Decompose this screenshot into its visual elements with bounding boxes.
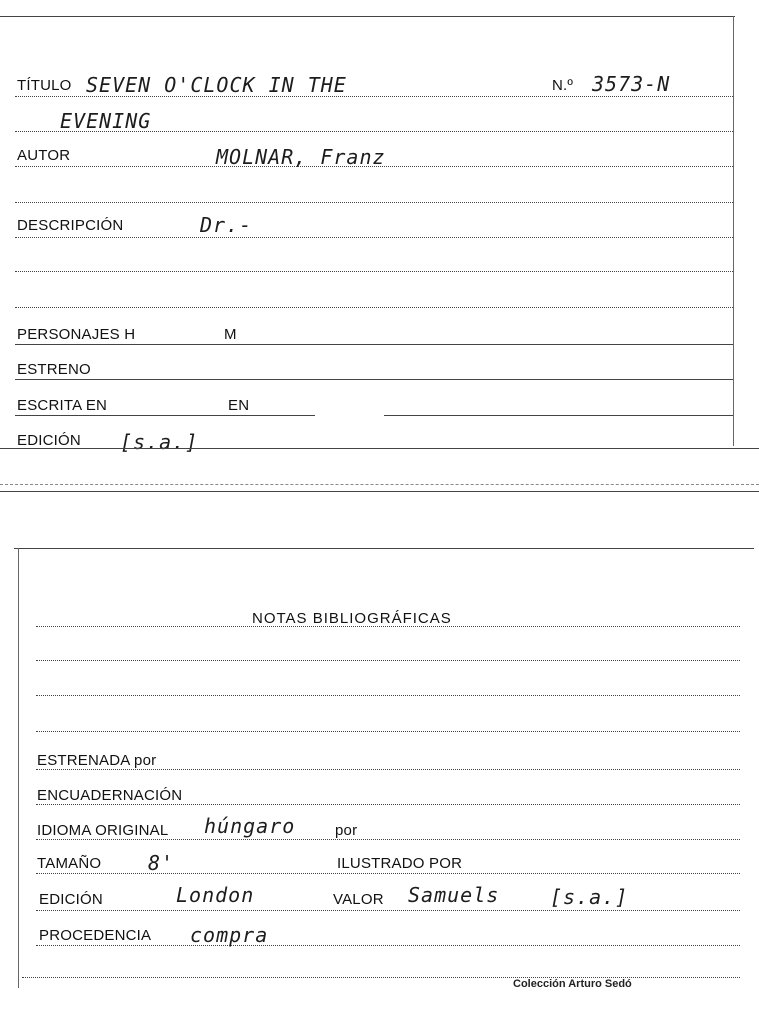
encuadernacion-label: ENCUADERNACIÓN	[37, 787, 183, 804]
numero-label: N.º	[552, 77, 574, 94]
catalog-card-bottom	[0, 540, 759, 1028]
descripcion-rule-3	[15, 307, 733, 308]
descripcion-value: Dr.-	[200, 213, 253, 237]
collection-footer: Colección Arturo Sedó	[513, 978, 632, 990]
idioma-rule	[36, 839, 740, 840]
edicion-rule-2	[36, 910, 740, 911]
titulo-rule	[15, 96, 733, 97]
catalog-card-top	[0, 0, 759, 500]
notas-rule-4	[36, 731, 740, 732]
numero-value: 3573-N	[592, 72, 671, 96]
procedencia-rule	[36, 945, 740, 946]
idioma-por-label: por	[335, 822, 358, 839]
escrita-label: ESCRITA EN	[17, 397, 108, 414]
idioma-label: IDIOMA ORIGINAL	[37, 822, 169, 839]
estrenada-label: ESTRENADA por	[37, 752, 157, 769]
descripcion-rule	[15, 237, 733, 238]
descripcion-label: DESCRIPCIÓN	[17, 217, 124, 234]
ilustrado-label: ILUSTRADO POR	[337, 855, 463, 872]
titulo-value-line2: EVENING	[60, 109, 152, 133]
encuadernacion-rule	[36, 804, 740, 805]
blank-rule	[15, 202, 733, 203]
notas-heading: NOTAS BIBLIOGRÁFICAS	[252, 610, 452, 627]
escrita-rule	[15, 415, 315, 416]
tamano-label: TAMAÑO	[37, 855, 102, 872]
edicion-label: EDICIÓN	[17, 432, 81, 449]
autor-label: AUTOR	[17, 147, 71, 164]
titulo-value-line1: SEVEN O'CLOCK IN THE	[86, 73, 347, 97]
estrenada-rule	[36, 769, 740, 770]
titulo-rule-2	[15, 131, 733, 132]
tamano-value: 8'	[148, 851, 175, 875]
estreno-label: ESTRENO	[17, 361, 91, 378]
footer-rule	[22, 977, 740, 978]
descripcion-rule-2	[15, 271, 733, 272]
notas-rule-2	[36, 660, 740, 661]
notas-rule	[36, 626, 740, 627]
card-left-edge	[18, 548, 19, 988]
escrita-en-label: EN	[228, 397, 250, 414]
card-top-edge-2	[14, 548, 754, 549]
edicion-value-2: London	[176, 883, 255, 907]
escrita-rule-2	[384, 415, 733, 416]
procedencia-value: compra	[190, 923, 269, 947]
personajes-label: PERSONAJES H	[17, 326, 136, 343]
procedencia-label: PROCEDENCIA	[39, 927, 152, 944]
valor-label: VALOR	[333, 891, 384, 908]
valor-value: Samuels	[408, 883, 500, 907]
notas-rule-3	[36, 695, 740, 696]
personajes-m-label: M	[224, 326, 237, 343]
card-top-edge	[0, 16, 735, 17]
edicion-label-2: EDICIÓN	[39, 891, 103, 908]
edicion-value: [s.a.]	[120, 430, 199, 454]
autor-rule	[15, 166, 733, 167]
card-right-edge	[733, 16, 734, 446]
card-bottom-edge	[0, 491, 759, 492]
titulo-label: TÍTULO	[17, 77, 72, 94]
tamano-rule	[36, 873, 740, 874]
idioma-value: húngaro	[204, 814, 296, 838]
edicion-rule	[0, 448, 759, 449]
personajes-rule	[15, 344, 733, 345]
card-bottom-dots	[0, 484, 759, 485]
estreno-rule	[15, 379, 733, 380]
valor-note: [s.a.]	[550, 885, 629, 909]
autor-value: MOLNAR, Franz	[216, 145, 386, 169]
